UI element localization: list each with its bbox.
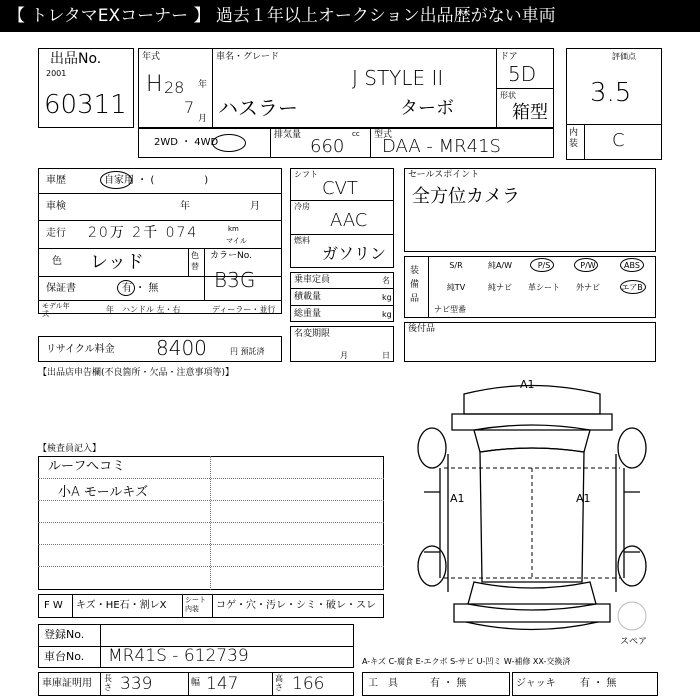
tools-label: 工 具 [368,678,398,689]
color-value: レッド [90,252,144,273]
jack-label: ジャッキ [516,678,556,689]
mileage-mile-unit: マイル [226,237,247,245]
year-era: H [146,72,163,97]
length-label: 長さ [104,674,112,692]
equipment-item-row1: ABS [624,261,640,270]
shift-value: CVT [322,178,358,199]
model-value: DAA - MR41S [382,136,501,157]
history-selected-circle [100,171,132,189]
color-code-label: カラーNo. [210,251,252,261]
equipment-item-row1: P/W [580,261,596,270]
equipment-item-row2: 純ナビ [488,283,512,292]
seat-items: コゲ・穴・汚レ・シミ・破レ・スレ [216,600,376,611]
inspector-box [38,456,384,590]
recycle-unit: 円 預託済 [230,347,265,356]
pw-circle [574,258,598,272]
height-label: 高さ [275,674,283,692]
history-options: 自家用 ・ ( ) [104,175,209,186]
inspection-label: 車検 [46,201,66,212]
width-label: 幅 [191,678,201,688]
rating-value: 3.5 [590,78,632,108]
ps-circle [530,258,554,272]
fuel-value: ガソリン [322,244,387,263]
dealer-options: ディーラー・並行 [212,305,276,314]
lot-number: 60311 [44,90,127,120]
color-code: B3G [214,268,256,292]
displacement-label: 排気量 [274,130,302,140]
drive-options: 2WD ・ 4WD [154,137,219,148]
jack-options: 有 ・ 無 [580,678,617,689]
model-year-unit: 年 [106,305,114,314]
equipment-label: 装備品 [410,266,420,304]
equipment-item-row2: エアB [621,283,643,292]
registration-label: 登録No. [44,628,85,641]
inspection-year-unit: 年 [180,201,190,212]
inspector-label: 【検査員記入】 [38,444,102,454]
name-change-month: 月 [340,351,348,360]
car-damage-diagram [404,372,660,652]
sales-value: 全方位カメラ [412,186,520,207]
tools-options: 有 ・ 無 [430,678,467,689]
nav-model-label: ナビ型番 [434,305,466,314]
inspector-note-2: 小A モールキズ [58,485,148,500]
damage-front: A1 [520,378,535,391]
shape-label: 形状 [500,91,516,100]
retrofit-box [404,322,656,362]
seat-label: シート内装 [185,596,206,613]
color-label: 色 [52,256,62,267]
ac-label: 冷房 [294,202,310,211]
load-label: 積載量 [294,292,322,302]
car-name-label: 車名・グレード [216,52,280,62]
equipment-item-row2: 外ナビ [576,283,600,292]
page-header: 【 トレタマEXコーナー 】 過去１年以上オークション出品歴がない車両 [0,0,700,32]
color-change-label: 色替 [191,251,199,271]
history-label: 車歴 [46,175,66,186]
car-name: ハスラー [218,96,298,120]
mileage-value: 20万 2千 074 [88,225,199,241]
car-sub: ターボ [400,98,454,119]
drive-selected-circle [212,134,246,152]
door-value: 5D [508,62,537,86]
damage-right: A1 [576,492,591,505]
equipment-item-row2: 純TV [446,283,466,292]
warranty-options: 有 ・ 無 [122,283,159,294]
abs-circle [620,258,644,272]
spare-label: スペア [620,637,648,647]
chassis-value: MR41S - 612739 [108,646,249,666]
load-unit: kg [382,293,392,302]
capacity-label: 乗車定員 [294,275,331,285]
weight-unit: kg [382,310,392,319]
lot-tag: 2001 [46,69,67,78]
recycle-label: リサイクル料金 [46,344,115,355]
height-value: 166 [292,674,325,694]
rating-label: 評価点 [612,52,636,61]
model-year-label: モデル年式 [42,302,70,318]
equipment-item-row2: 革シート [528,283,560,292]
interior-label: 内装 [569,128,579,149]
cert-label: 車庫証明用 [42,678,92,689]
handle-options: ハンドル 左・右 [122,305,181,314]
warranty-selected-circle [117,280,135,296]
fuel-label: 燃料 [294,236,310,245]
mileage-label: 走行 [46,228,66,239]
shift-label: シフト [294,170,318,179]
displacement-value: 660 [310,136,345,157]
damage-left: A1 [450,492,465,505]
length-value: 339 [120,674,153,694]
equipment-item-row1: P/S [537,261,551,270]
sales-label: セールスポイント [408,170,480,180]
airbag-circle [620,280,646,294]
capacity-unit: 名 [382,276,390,285]
model-label: 型式 [374,130,393,140]
equipment-item-row1: S/R [449,261,463,270]
ac-value: AAC [330,210,368,231]
year-unit: 年 [198,80,208,90]
year-month: 7 [184,98,195,117]
car-grade: J STYLE II [352,66,444,90]
damage-legend: A-キズ C-腐食 E-エクボ S-サビ U-凹ミ W-補修 XX-交換済 [362,657,571,666]
door-label: ドア [500,52,518,62]
warranty-label: 保証書 [46,283,76,294]
seller-notes-label: 【出品店申告欄(不良箇所・欠品・注意事項等)】 [38,368,235,378]
name-change-label: 名変期限 [294,329,331,339]
year-label: 年式 [142,52,161,62]
weight-label: 総重量 [294,309,322,319]
interior-value: C [612,130,625,151]
mileage-km-unit: km [228,225,239,233]
recycle-value: 8400 [156,336,207,360]
retrofit-label: 後付品 [408,324,436,334]
name-change-day: 日 [382,351,390,360]
displacement-unit: cc [352,130,360,138]
fw-items: キズ・HE石・割レX [76,600,167,611]
inspection-month-unit: 月 [250,201,260,212]
lot-label: 出品No. [50,51,102,67]
width-value: 147 [206,674,239,694]
equipment-item-row1: 純A/W [487,261,513,270]
chassis-label: 車台No. [44,650,85,663]
fw-label: F W [44,600,63,611]
inspector-note-1: ルーフへコミ [48,459,126,474]
shape-value: 箱型 [512,102,548,123]
year-month-unit: 月 [198,114,208,124]
year-value: 28 [164,78,185,97]
